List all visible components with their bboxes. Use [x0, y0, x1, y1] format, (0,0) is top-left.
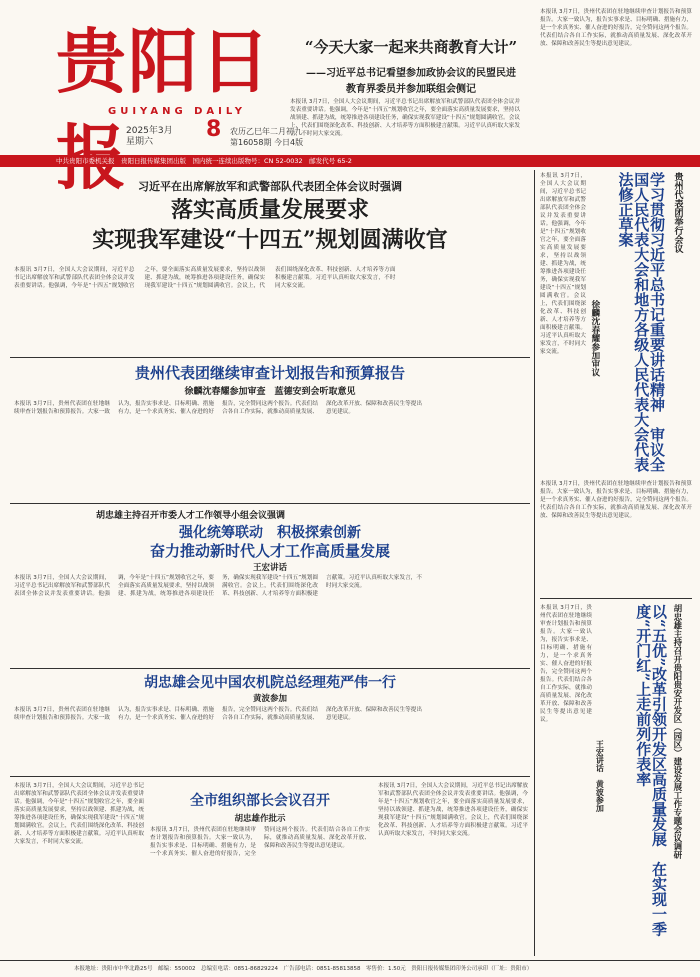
top-story-title: “今天大家一起来共商教育大计” [304, 38, 518, 56]
right-story-2-subtitle: 王宏讲话 黄波参加 [595, 740, 606, 812]
right-story-1-title: 学习贯彻习近平总书记重要讲话精神 审议全国人民代表大会和地方各级人民代表大会代表法修正草案 [616, 172, 666, 472]
lunar-date: 农历乙巳年二月初九 [230, 127, 302, 136]
story-3-kicker: 胡忠雄主持召开市委人才工作领导小组会议强调 [96, 511, 286, 521]
headline-story-1 [10, 178, 530, 254]
issue-number: 第16058期 今日4版 [230, 138, 304, 147]
logo-english: GUIYANG DAILY [108, 106, 246, 117]
story-4-byline: 黄波参加 [252, 694, 287, 704]
story-2-body: 本报讯 3月7日，贵州代表团在驻地继续审查计划报告和预算报告。大家一致认为，报告实事求是、目标明确、措施有力，是一个求真务实、催人奋进的好报告，完全赞同这两个报告。代表们结合各自工作实际，就推动高质量发展、深化改革开放、保障和改善民生等提出意见建议。 [14, 401, 422, 415]
right-story-2-title: 以“五优”改革引领开发区高质量发展 在实现一季度“开门红”上走前列作表率 [634, 604, 668, 937]
story-1-title-line-2: 实现我军建设“十四五”规划圆满收官 [92, 227, 448, 253]
date-weekday: 星期六 [126, 137, 154, 147]
divider [10, 503, 530, 504]
divider [10, 668, 530, 669]
story-2-subtitle: 徐麟沈春耀参加审查 蓝德安到会听取意见 [184, 387, 356, 397]
column-divider [534, 170, 535, 956]
story-4-body: 本报讯 3月7日，贵州代表团在驻地继续审查计划报告和预算报告。大家一致认为，报告实事求是、目标明确、措施有力，是一个求真务实、催人奋进的好报告，完全赞同这两个报告。代表们结合各自工作实际，就推动高质量发展、深化改革开放、保障和改善民生等提出意见建议。 [14, 707, 422, 721]
right-story-1-body: 本报讯 3月7日，全国人大会议期间，习近平总书记出席解放军和武警部队代表团全体会议并发表重要讲话。他强调，今年是“十四五”规划收官之年，要全面落实高质量发展要求，坚持以战领建、抓建为战，统筹推进各项建设任务，确保实现我军建设“十四五”规划圆满收官。会议上，代表们围绕深化改革、科技创新、人才培养等方面积极建言献策。习近平认真听取大家发言，不时同大家交流。 [540, 173, 586, 355]
story-1-title-line-1: 落实高质量发展要求 [170, 197, 369, 223]
story-5-body-right: 本报讯 3月7日，全国人大会议期间，习近平总书记出席解放军和武警部队代表团全体会议并发表重要讲话。他强调，今年是“十四五”规划收官之年，要全面落实高质量发展要求，坚持以战领建、抓建为战，统筹推进各项建设任务，确保实现我军建设“十四五”规划圆满收官。会议上，代表们围绕深化改革、科技创新、人才培养等方面积极建言献策。习近平认真听取大家发言，不时同大家交流。 [378, 783, 528, 837]
right-story-2-body: 本报讯 3月7日，贵州代表团在驻地继续审查计划报告和预算报告。大家一致认为，报告实事求是、目标明确、措施有力，是一个求真务实、催人奋进的好报告，完全赞同这两个报告。代表们结合各自工作实际，就推动高质量发展、深化改革开放、保障和改善民生等提出意见建议。 [540, 605, 592, 723]
right-story-1-kicker: 贵州代表团举行会议 [672, 172, 683, 253]
story-3-byline: 王宏讲话 [252, 563, 287, 573]
divider [10, 776, 530, 777]
story-5-title: 全市组织部长会议召开 [190, 793, 330, 809]
story-3-title-line-2: 奋力推动新时代人才工作高质量发展 [149, 542, 390, 560]
story-5-byline: 胡忠雄作批示 [234, 814, 286, 824]
masthead-info-bar: 中共贵阳市委机关报 贵阳日报传媒集团出版 国内统一连续出版物号：CN 52-0032 邮发代号 65-2 [0, 155, 700, 167]
story-5-body-left: 本报讯 3月7日，全国人大会议期间，习近平总书记出席解放军和武警部队代表团全体会议并发表重要讲话。他强调，今年是“十四五”规划收官之年，要全面落实高质量发展要求，坚持以战领建、抓建为战，统筹推进各项建设任务，确保实现我军建设“十四五”规划圆满收官。会议上，代表们围绕深化改革、科技创新、人才培养等方面积极建言献策。习近平认真听取大家发言，不时同大家交流。 [14, 783, 144, 845]
newspaper-logo: 贵阳日报 [56, 20, 272, 199]
divider [10, 357, 530, 358]
right-story-2-kicker: 胡忠雄主持召开贵阳贵安开发区（园区）建设发展工作专题会议调研 [671, 604, 682, 859]
right-story-1-body-bottom: 本报讯 3月7日，贵州代表团在驻地继续审查计划报告和预算报告。大家一致认为，报告实事求是、目标明确、措施有力，是一个求真务实、催人奋进的好报告，完全赞同这两个报告。代表们结合各自工作实际，就推动高质量发展、深化改革开放、保障和改善民生等提出意见建议。 [540, 481, 692, 519]
footer: 本报地址：贵阳市中华北路25号 邮编：550002 总编室电话：0851-86829224 广告部电话：0851-85813858 零售价：1.50元 贵阳日报传媒集团印务公司承印（厂址：贵阳市） [0, 960, 700, 977]
top-story-body-right: 本报讯 3月7日，贵州代表团在驻地继续审查计划报告和预算报告。大家一致认为，报告实事求是、目标明确、措施有力，是一个求真务实、催人奋进的好报告，完全赞同这两个报告。代表们结合各自工作实际，就推动高质量发展、深化改革开放、保障和改善民生等提出意见建议。 [540, 9, 692, 47]
top-story-subtitle-2: 教育界委员并参加联组会侧记 [346, 84, 476, 95]
story-4-title: 胡忠雄会见中国农机院总经理苑严伟一行 [144, 675, 396, 691]
divider [540, 598, 692, 599]
story-3-title-line-1: 强化统筹联动 积极探索创新 [179, 525, 361, 541]
story-5-body: 本报讯 3月7日，贵州代表团在驻地继续审查计划报告和预算报告。大家一致认为，报告实事求是、目标明确、措施有力，是一个求真务实、催人奋进的好报告，完全赞同这两个报告。代表们结合各自工作实际，就推动高质量发展、深化改革开放、保障和改善民生等提出意见建议。 [150, 827, 370, 857]
story-1-body: 本报讯 3月7日，全国人大会议期间，习近平总书记出席解放军和武警部队代表团全体会议并发表重要讲话。他强调，今年是“十四五”规划收官之年，要全面落实高质量发展要求，坚持以战领建、抓建为战，统筹推进各项建设任务，确保实现我军建设“十四五”规划圆满收官。会议上，代表们围绕深化改革、科技创新、人才培养等方面积极建言献策。习近平认真听取大家发言，不时同大家交流。 [14, 267, 396, 289]
story-2-title: 贵州代表团继续审查计划报告和预算报告 [134, 364, 405, 382]
date-day: 8 [206, 117, 222, 142]
top-story-subtitle: ——习近平总书记看望参加政协会议的民盟民进 [306, 68, 516, 79]
story-1-kicker: 习近平在出席解放军和武警部队代表团全体会议时强调 [138, 180, 402, 193]
story-3-body: 本报讯 3月7日，全国人大会议期间，习近平总书记出席解放军和武警部队代表团全体会议并发表重要讲话。他强调，今年是“十四五”规划收官之年，要全面落实高质量发展要求，坚持以战领建、抓建为战，统筹推进各项建设任务，确保实现我军建设“十四五”规划圆满收官。会议上，代表们围绕深化改革、科技创新、人才培养等方面积极建言献策。习近平认真听取大家发言，不时同大家交流。 [14, 575, 422, 597]
right-story-1-subtitle: 徐麟沈春耀参加审议 [589, 300, 600, 377]
date-month: 2025年3月 [126, 126, 173, 136]
issue-date [126, 117, 222, 148]
top-story-body: 本报讯 3月7日，全国人大会议期间，习近平总书记出席解放军和武警部队代表团全体会议并发表重要讲话。他强调，今年是“十四五”规划收官之年，要全面落实高质量发展要求，坚持以战领建、抓建为战，统筹推进各项建设任务，确保实现我军建设“十四五”规划圆满收官。会议上，代表们围绕深化改革、科技创新、人才培养等方面积极建言献策。习近平认真听取大家发言，不时同大家交流。 [290, 99, 520, 137]
